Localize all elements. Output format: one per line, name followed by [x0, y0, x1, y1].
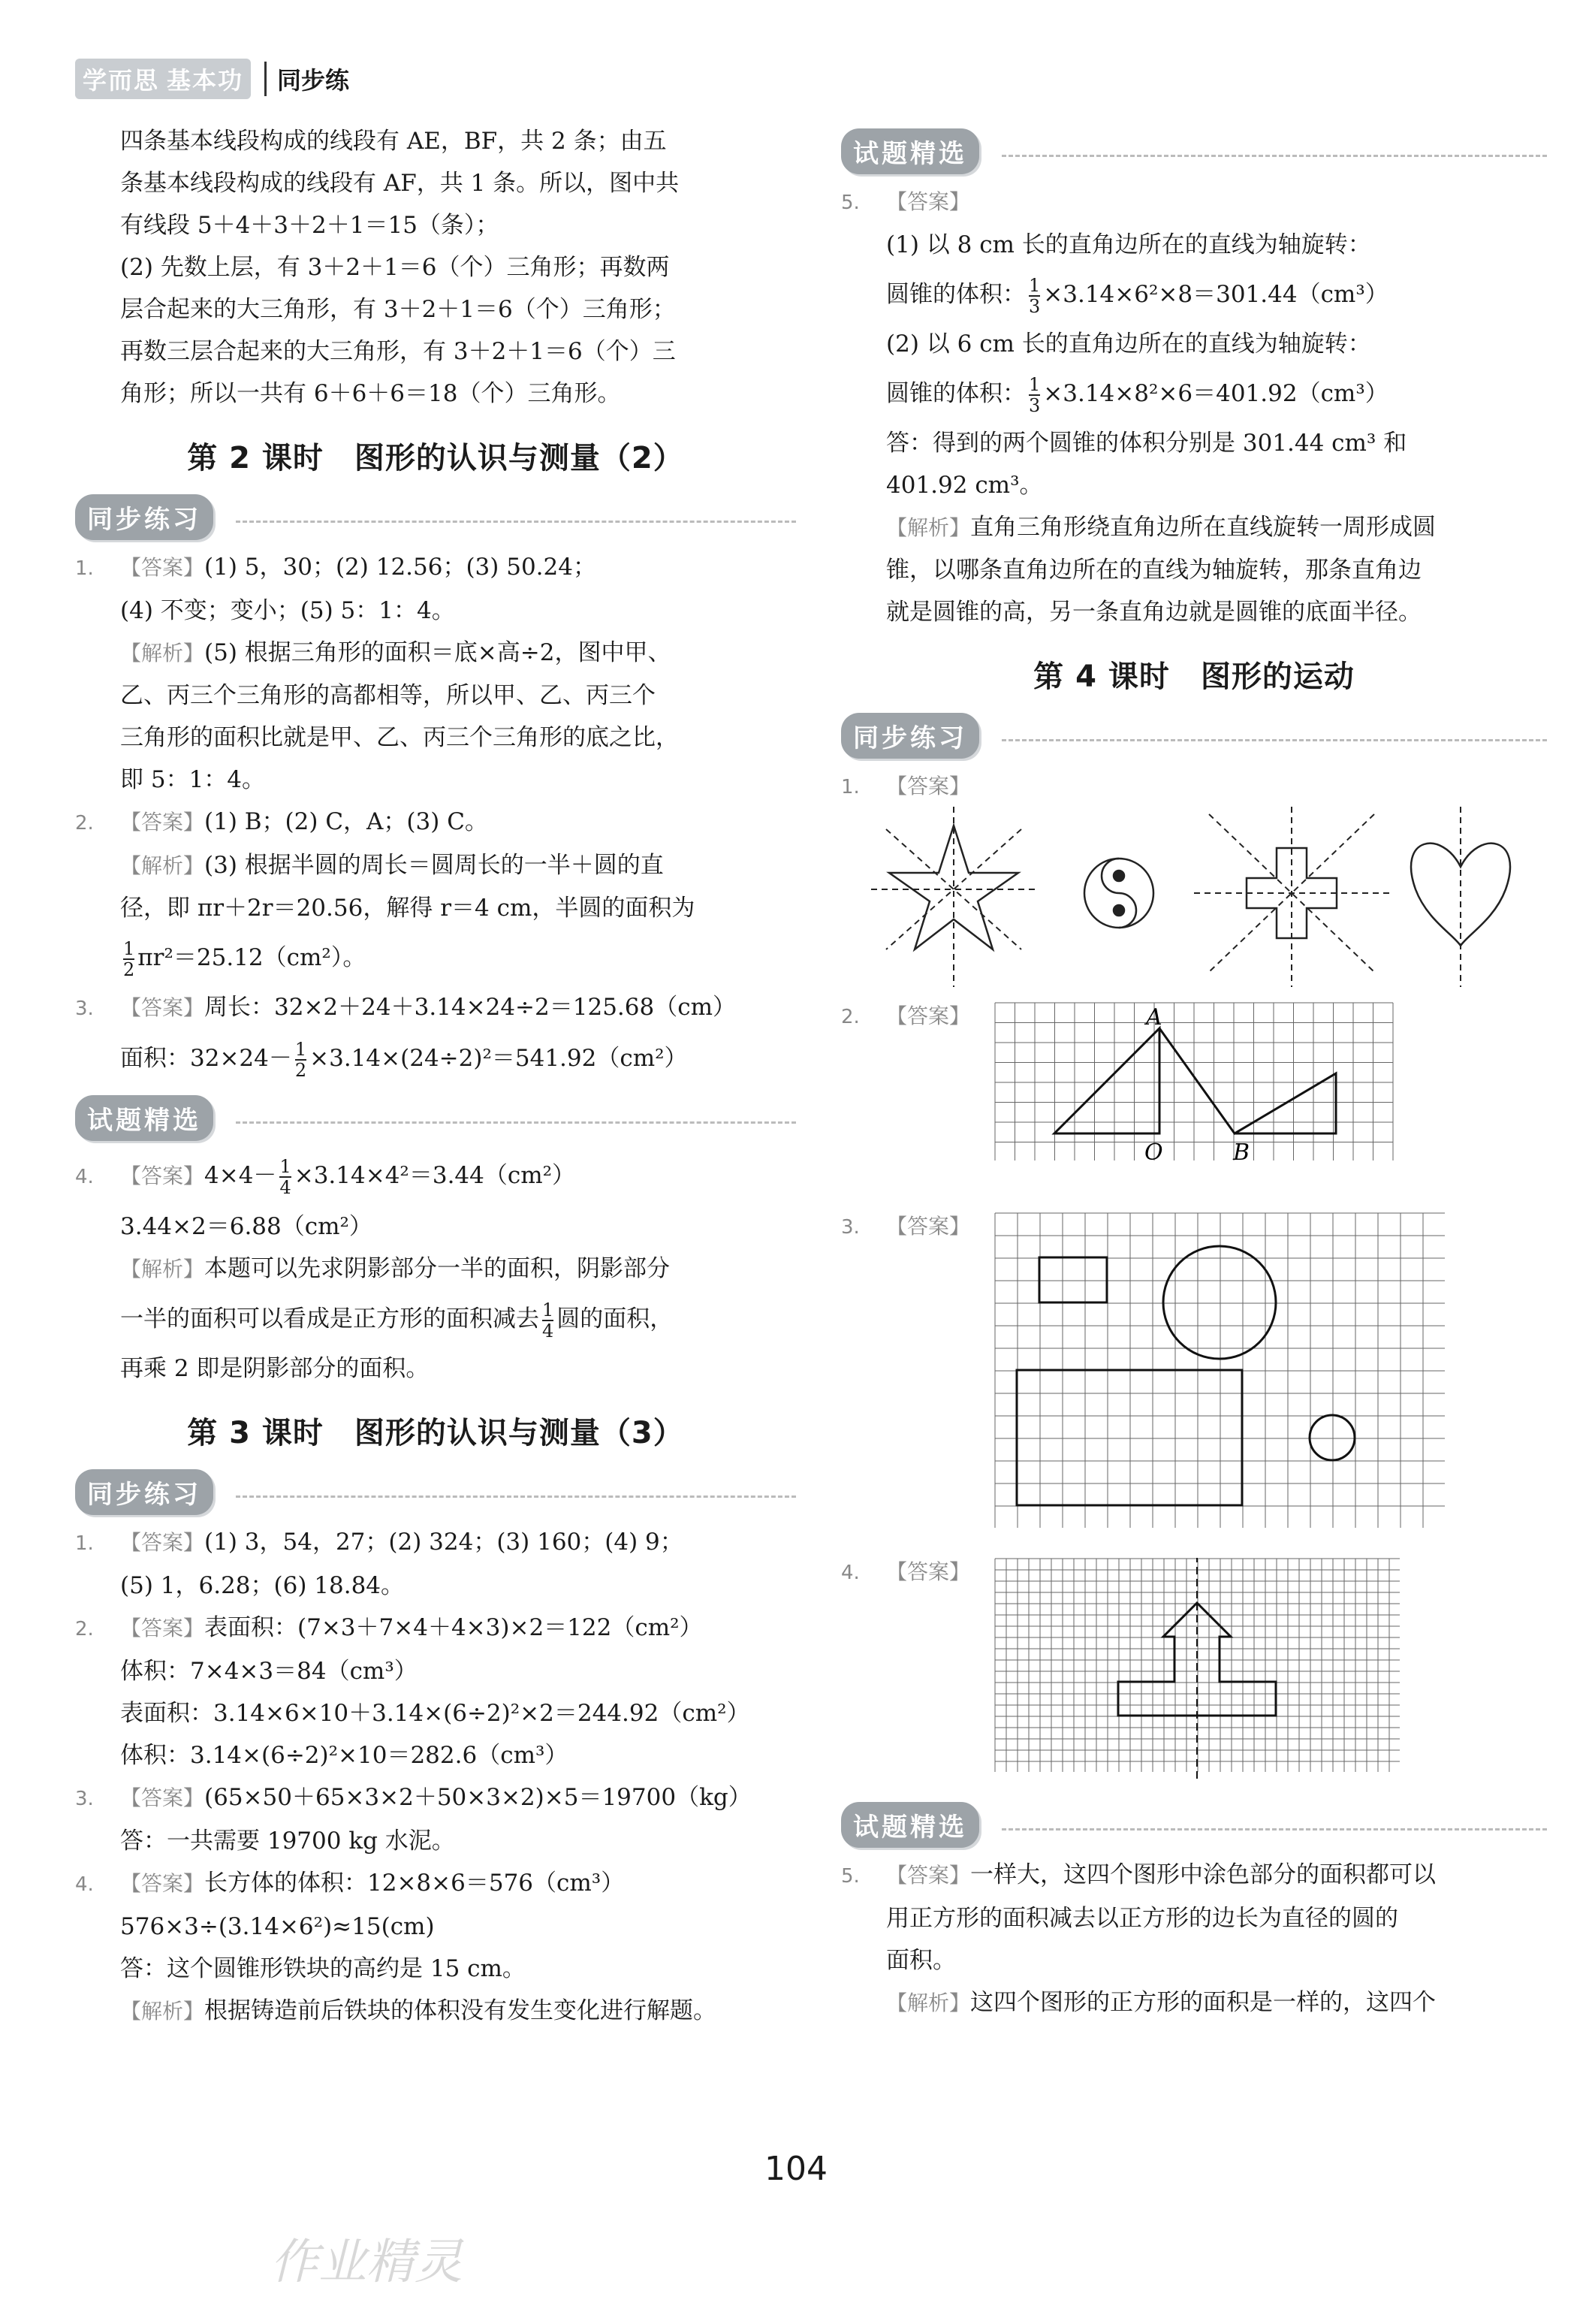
analysis-text: πr²＝25.12（cm²）。	[137, 944, 366, 971]
divider	[236, 521, 796, 523]
analysis-text: 这四个图形的正方形的面积是一样的，这四个	[970, 1989, 1437, 2016]
answer-text: (5) 1，6.28；(6) 18.84。	[120, 1572, 405, 1599]
answer-text: 用正方形的面积减去以正方形的边长为直径的圆的	[886, 1905, 1398, 1932]
analysis-text: 圆的面积，	[556, 1305, 674, 1333]
text-line: 角形；所以一共有 6＋6＋6＝18（个）三角形。	[120, 380, 621, 407]
analysis-tag: 【解析】	[120, 853, 205, 878]
answer-text: (1) 3，54，27；(2) 324；(3) 160；(4) 9；	[204, 1529, 683, 1556]
answer-tag: 【答案】	[120, 1164, 205, 1188]
answer-text: 面积。	[886, 1947, 956, 1974]
section-select	[841, 1798, 1547, 1851]
answer-tag: 【答案】	[886, 774, 971, 798]
q4-block	[841, 1558, 1547, 1783]
answer-text: ×3.14×8²×6＝401.92（cm³）	[1043, 380, 1388, 407]
point-B: B	[1233, 1139, 1250, 1166]
large-rectangle	[1017, 1370, 1242, 1505]
fraction: $\frac{1}{3}$	[1029, 274, 1041, 317]
analysis-text: 锥，以哪条直角边所在的直线为轴旋转，那条直角边	[886, 557, 1422, 584]
answer-text: 体积：3.14×(6÷2)²×10＝282.6（cm³）	[120, 1742, 568, 1769]
answer-text: (65×50＋65×3×2＋50×3×2)×5＝19700（kg）	[204, 1784, 752, 1811]
q-number: 1.	[75, 557, 94, 580]
analysis-tag: 【解析】	[120, 1999, 205, 2024]
analysis-text: 一半的面积可以看成是正方形的面积减去	[120, 1305, 539, 1333]
grid-q2	[994, 1002, 1394, 1191]
text-line: 层合起来的大三角形，有 3＋2＋1＝6（个）三角形；	[120, 296, 676, 323]
cross-axes	[1194, 807, 1389, 987]
q2-block	[841, 1002, 1547, 1190]
analysis-text: 根据铸造前后铁块的体积没有发生变化进行解题。	[204, 1997, 717, 2024]
point-O: O	[1144, 1139, 1163, 1166]
answer-text: 面积：32×24－	[120, 1045, 292, 1072]
triangle-right	[1159, 1028, 1336, 1133]
text-line: 四条基本线段构成的线段有 AE，BF，共 2 条；由五	[120, 128, 667, 155]
left-column	[75, 120, 796, 2033]
divider	[1002, 739, 1547, 741]
answer-tag: 【答案】	[886, 1863, 971, 1888]
analysis-text: 再乘 2 即是阴影部分的面积。	[120, 1355, 430, 1382]
answer-tag: 【答案】	[886, 1559, 971, 1584]
answer-text: 体积：7×4×3＝84（cm³）	[120, 1658, 418, 1685]
fraction: $\frac{1}{4}$	[279, 1155, 291, 1198]
analysis-text: 乙、丙三个三角形的高都相等，所以甲、乙、丙三个	[120, 682, 656, 709]
analysis-text: (5) 根据三角形的面积＝底×高÷2，图中甲、	[204, 639, 671, 666]
divider	[236, 1121, 796, 1124]
symmetry-figures	[841, 807, 1547, 994]
fraction: $\frac{1}{4}$	[542, 1299, 554, 1342]
fraction: $\frac{1}{3}$	[1029, 373, 1041, 416]
analysis-text: 径，即 πr＋2r＝20.56，解得 r＝4 cm，半圆的面积为	[120, 895, 695, 922]
page-header	[75, 59, 349, 99]
answer-tag: 【答案】	[120, 995, 205, 1020]
analysis-text: 即 5：1：4。	[120, 766, 266, 793]
q-number: 5.	[841, 192, 860, 214]
section-select	[841, 125, 1547, 177]
answer-text: (1) 5，30；(2) 12.56；(3) 50.24；	[204, 554, 596, 581]
q-number: 4.	[841, 1562, 860, 1584]
answer-tag: 【答案】	[120, 555, 205, 580]
text-line: 条基本线段构成的线段有 AF，共 1 条。所以，图中共	[120, 170, 680, 197]
q3-block	[841, 1212, 1547, 1535]
analysis-tag: 【解析】	[886, 1990, 971, 2015]
q-number: 1.	[841, 776, 860, 798]
section-label: 试题精选	[841, 1802, 979, 1848]
section-label: 试题精选	[841, 128, 979, 174]
right-column	[841, 120, 1547, 2024]
answer-text: 4×4－	[204, 1162, 277, 1189]
section-label: 试题精选	[75, 1095, 213, 1141]
section-label: 同步练习	[75, 494, 213, 540]
q-number: 3.	[841, 1216, 860, 1239]
analysis-text: 就是圆锥的高，另一条直角边就是圆锥的底面半径。	[886, 599, 1422, 626]
answer-text: 401.92 cm³。	[886, 472, 1043, 499]
analysis-tag: 【解析】	[886, 515, 971, 540]
grid-q3	[994, 1212, 1445, 1531]
q-number: 3.	[75, 1788, 94, 1810]
answer-tag: 【答案】	[120, 1616, 205, 1640]
lesson-title: 第 2 课时 图形的认识与测量（2）	[187, 441, 684, 475]
answer-text: ×3.14×6²×8＝301.44（cm³）	[1043, 281, 1388, 308]
answer-tag: 【答案】	[886, 1214, 971, 1239]
answer-text: (1) B；(2) C，A；(3) C。	[204, 808, 488, 835]
answer-text: 答：一共需要 19700 kg 水泥。	[120, 1828, 455, 1855]
analysis-text: 三角形的面积比就是甲、乙、丙三个三角形的底之比，	[120, 724, 679, 751]
q-number: 4.	[75, 1166, 94, 1188]
lesson-title: 第 4 课时 图形的运动	[1033, 659, 1355, 694]
section-label: 同步练习	[75, 1469, 213, 1515]
triangle-left	[1054, 1028, 1159, 1133]
small-rectangle	[1039, 1257, 1107, 1302]
answer-text: 一样大，这四个图形中涂色部分的面积都可以	[970, 1861, 1437, 1888]
divider	[236, 1496, 796, 1498]
star-figure	[871, 807, 1036, 987]
answer-text: ×3.14×4²＝3.44（cm²）	[294, 1162, 576, 1189]
section-sync	[75, 1465, 796, 1518]
small-circle	[1310, 1415, 1355, 1460]
q-number: 2.	[75, 812, 94, 835]
q-number: 5.	[841, 1865, 860, 1888]
series-title: 同步练	[264, 62, 349, 96]
answer-tag: 【答案】	[120, 810, 205, 835]
q-number: 4.	[75, 1873, 94, 1896]
answer-text: 长方体的体积：12×8×6＝576（cm³）	[204, 1870, 625, 1897]
q-number: 2.	[841, 1006, 860, 1028]
page-number: 104	[764, 2150, 828, 2188]
answer-tag: 【答案】	[886, 1004, 971, 1028]
q-number: 3.	[75, 998, 94, 1020]
text-line: 再数三层合起来的大三角形，有 3＋2＋1＝6（个）三	[120, 338, 676, 365]
analysis-tag: 【解析】	[120, 1257, 205, 1281]
fraction: $\frac{1}{2}$	[294, 1038, 307, 1081]
answer-tag: 【答案】	[886, 189, 971, 214]
answer-text: 答：这个圆锥形铁块的高约是 15 cm。	[120, 1955, 526, 1982]
text-line: (2) 先数上层，有 3＋2＋1＝6（个）三角形；再数两	[120, 254, 670, 281]
point-A: A	[1146, 1004, 1162, 1031]
answer-text: (1) 以 8 cm 长的直角边所在的直线为轴旋转：	[886, 231, 1371, 258]
brand-logo: 学而思 基本功	[75, 59, 251, 99]
analysis-text: 直角三角形绕直角边所在直线旋转一周形成圆	[970, 514, 1437, 541]
divider	[1002, 155, 1547, 157]
analysis-text: (3) 根据半圆的周长＝圆周长的一半＋圆的直	[204, 852, 664, 879]
q-number: 2.	[75, 1618, 94, 1640]
answer-text: 3.44×2＝6.88（cm²）	[120, 1213, 372, 1240]
answer-text: ×3.14×(24÷2)²＝541.92（cm²）	[309, 1045, 688, 1072]
answer-text: 圆锥的体积：	[886, 380, 1026, 407]
answer-text: 圆锥的体积：	[886, 281, 1026, 308]
analysis-tag: 【解析】	[120, 641, 205, 666]
answer-tag: 【答案】	[120, 1530, 205, 1555]
q-number: 1.	[75, 1532, 94, 1555]
section-sync	[841, 709, 1547, 762]
fraction: $\frac{1}{2}$	[123, 937, 135, 980]
answer-text: 周长：32×2＋24＋3.14×24÷2＝125.68（cm）	[204, 994, 736, 1021]
large-circle	[1163, 1246, 1276, 1359]
answer-text: (2) 以 6 cm 长的直角边所在的直线为轴旋转：	[886, 330, 1371, 358]
text-line: 有线段 5＋4＋3＋2＋1＝15（条）；	[120, 212, 499, 239]
analysis-text: 本题可以先求阴影部分一半的面积，阴影部分	[204, 1255, 671, 1282]
answer-tag: 【答案】	[120, 1871, 205, 1896]
answer-text: (4) 不变；变小；(5) 5：1：4。	[120, 597, 455, 624]
section-label: 同步练习	[841, 713, 979, 759]
answer-text: 答：得到的两个圆锥的体积分别是 301.44 cm³ 和	[886, 430, 1407, 457]
section-sync	[75, 490, 796, 543]
lesson-title: 第 3 课时 图形的认识与测量（3）	[187, 1416, 684, 1450]
grid-q4	[994, 1558, 1400, 1780]
answer-text: 表面积：(7×3＋7×4＋4×3)×2＝122（cm²）	[204, 1614, 703, 1641]
answer-tag: 【答案】	[120, 1785, 205, 1810]
answer-text: 576×3÷(3.14×6²)≈15(cm)	[120, 1913, 435, 1940]
answer-text: 表面积：3.14×6×10＋3.14×(6÷2)²×2＝244.92（cm²）	[120, 1700, 750, 1727]
watermark: 作业精灵	[270, 2235, 463, 2290]
section-select	[75, 1091, 796, 1144]
divider	[1002, 1828, 1547, 1831]
